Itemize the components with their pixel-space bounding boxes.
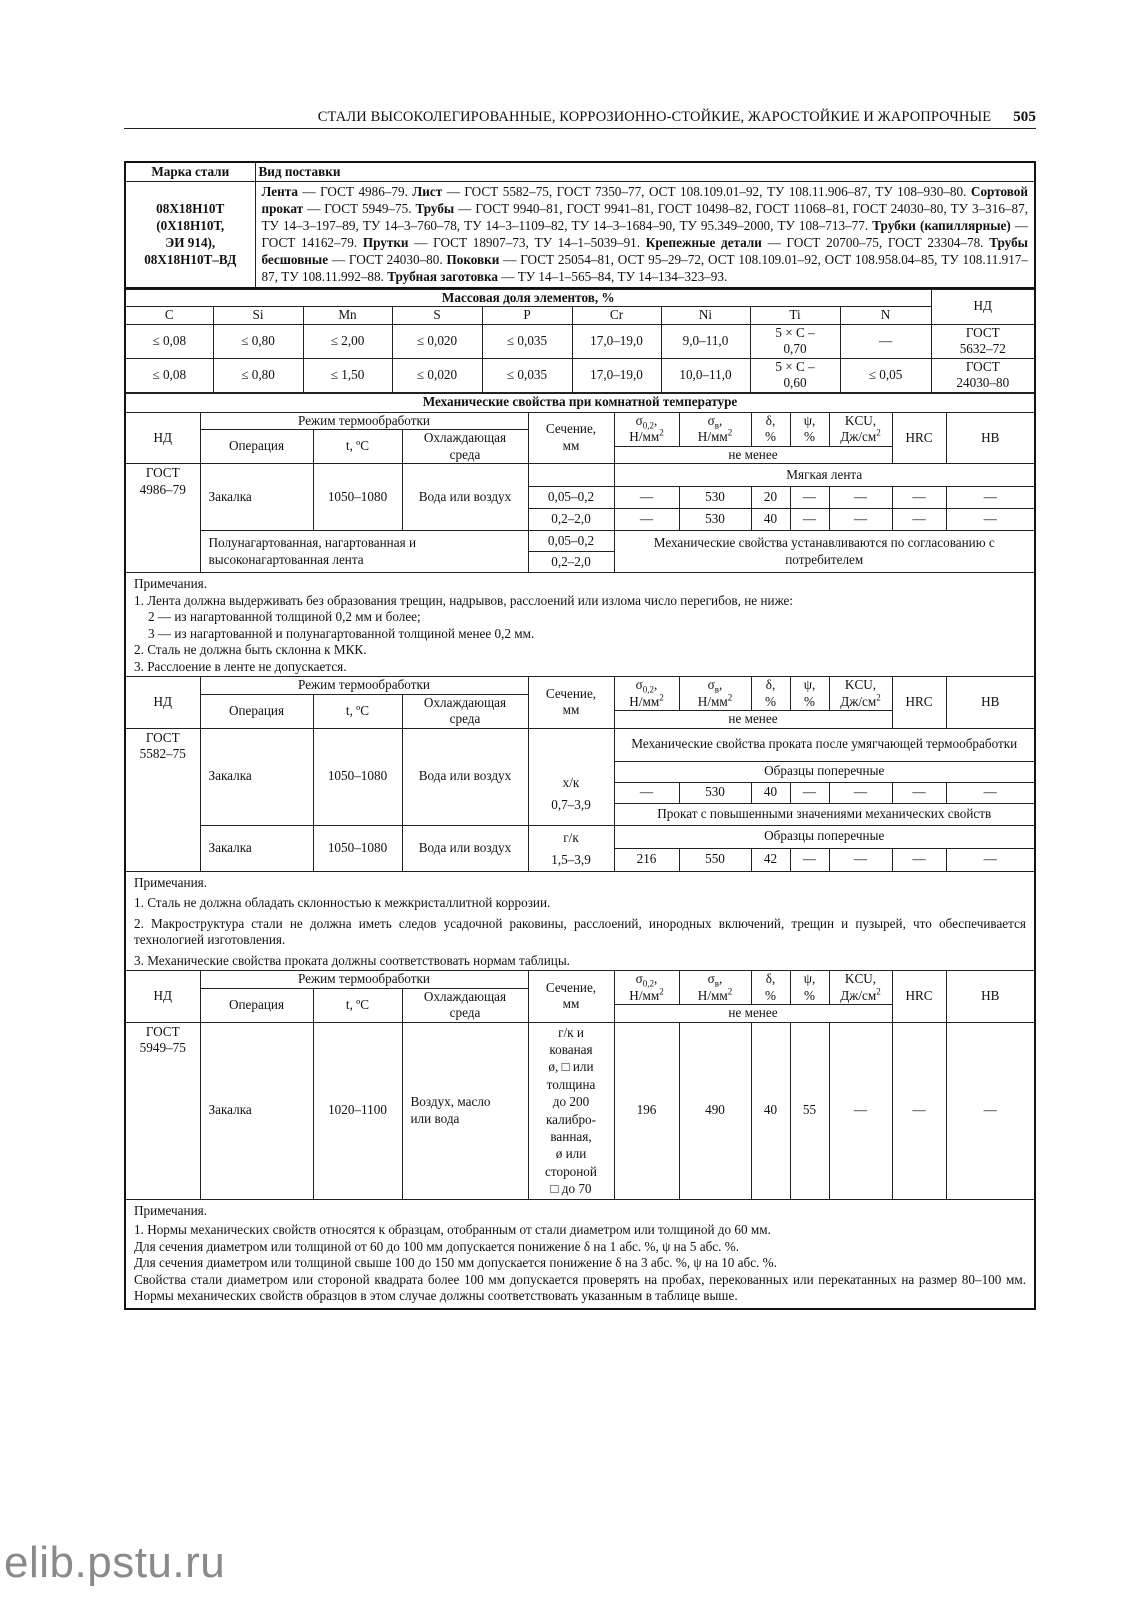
delta-header bbox=[751, 412, 790, 446]
standards-text: — ГОСТ 18907–73, ТУ 14–1–5039–91. bbox=[408, 234, 646, 250]
product-name: Трубная заготовка bbox=[387, 268, 498, 284]
cell: — bbox=[790, 509, 829, 531]
col-ni: Ni bbox=[661, 307, 750, 325]
supply-label: Вид поставки bbox=[255, 162, 1035, 181]
block1-row bbox=[125, 531, 1035, 552]
operation-header: Операция bbox=[200, 988, 313, 1022]
kcu-header bbox=[829, 412, 892, 446]
cell: 550 bbox=[679, 848, 751, 871]
treatment-mode-header: Режим термообработки bbox=[200, 412, 528, 430]
section-line: мм bbox=[562, 702, 580, 718]
nd-line: ГОСТ bbox=[965, 358, 1000, 374]
cell: — bbox=[790, 782, 829, 803]
product-name: Сортовой прокат bbox=[261, 183, 1028, 216]
comma: , bbox=[654, 412, 658, 428]
coolant-line: Охлаждающая bbox=[423, 694, 507, 710]
nd-line: ГОСТ bbox=[145, 1023, 180, 1039]
comma: , bbox=[719, 412, 723, 428]
section-line: ванная, bbox=[550, 1128, 592, 1144]
coolant-line: Охлаждающая bbox=[423, 430, 507, 445]
delta: δ, bbox=[765, 971, 776, 986]
section-line: Сечение, bbox=[545, 979, 597, 995]
cell-nd bbox=[931, 358, 1035, 392]
temp-header: t, ºC bbox=[313, 430, 402, 464]
note-line: Примечания. bbox=[134, 1202, 208, 1218]
ti-line: 5 × C – bbox=[775, 358, 815, 374]
note-line: 1. Нормы механических свойств относятся к образцам, отобранным от стали диаметром или толщиной до 60 мм. bbox=[134, 1222, 771, 1238]
nd-cell bbox=[125, 728, 200, 871]
coolant-cell: Вода или воздух bbox=[402, 464, 528, 531]
delta: δ, bbox=[765, 412, 776, 428]
section-line: 1,5–3,9 bbox=[551, 851, 591, 867]
nd-line: 5582–75 bbox=[139, 746, 186, 761]
coolant-line: среда bbox=[449, 1005, 481, 1020]
transverse-samples-label: Образцы поперечные bbox=[614, 825, 1035, 848]
composition-row bbox=[125, 358, 1035, 392]
unit: % bbox=[765, 429, 776, 444]
sub: 0,2 bbox=[642, 420, 655, 431]
sup: 2 bbox=[659, 692, 664, 703]
operation-cell: Закалка bbox=[200, 464, 313, 531]
coolant-cell: Вода или воздух bbox=[402, 728, 528, 825]
cell: — bbox=[614, 509, 679, 531]
block1-notes-row bbox=[125, 573, 1035, 677]
block3-row bbox=[125, 1022, 1035, 1199]
coolant-line: или вода bbox=[410, 1110, 460, 1126]
section-cell bbox=[528, 825, 614, 871]
section-line: ø, □ или bbox=[548, 1059, 594, 1075]
cell: — bbox=[829, 782, 892, 803]
nd-line: 5949–75 bbox=[139, 1040, 186, 1055]
cell: ≤ 0,80 bbox=[213, 358, 303, 392]
cell: 42 bbox=[751, 848, 790, 871]
operation-header: Операция bbox=[200, 430, 313, 464]
section-line: г/к bbox=[563, 829, 579, 845]
note-line: Свойства стали диаметром или стороной квадрата более 100 мм допускается проверять на пробах, перекованных или перекатанных на размер 80–100 мм. Нормы механических свойств образцов в этом случае должны соответствовать указанным в таблице выше. bbox=[134, 1271, 1026, 1304]
coolant-cell: Вода или воздух bbox=[402, 825, 528, 871]
cell: 40 bbox=[751, 509, 790, 531]
s02-header bbox=[614, 412, 679, 446]
sup: 2 bbox=[876, 986, 881, 997]
block2-notes bbox=[125, 871, 1035, 971]
kcu: KCU, bbox=[844, 677, 877, 692]
product-name: Трубки (капиллярные) bbox=[872, 217, 1011, 233]
kcu: KCU, bbox=[844, 412, 877, 428]
cell: — bbox=[840, 324, 931, 358]
mech-header bbox=[125, 677, 1035, 695]
cell: ≤ 1,50 bbox=[303, 358, 392, 392]
operation-header: Операция bbox=[200, 694, 313, 728]
nd-line: 24030–80 bbox=[956, 375, 1010, 390]
unit: % bbox=[804, 429, 815, 444]
cell: — bbox=[614, 487, 679, 509]
section-line: Сечение, bbox=[545, 685, 597, 701]
coolant-header bbox=[402, 430, 528, 464]
hb-header: HB bbox=[946, 971, 1035, 1023]
cell: — bbox=[946, 1022, 1035, 1199]
min-label: не менее bbox=[614, 711, 892, 729]
cell: 196 bbox=[614, 1022, 679, 1199]
unit: % bbox=[804, 693, 815, 709]
temp-cell: 1050–1080 bbox=[313, 464, 402, 531]
section-cell bbox=[528, 464, 614, 487]
cell: — bbox=[946, 487, 1035, 509]
sv-header bbox=[679, 677, 751, 711]
sub: в bbox=[714, 684, 720, 695]
block2-row bbox=[125, 825, 1035, 848]
page-header bbox=[124, 109, 1036, 129]
col-ti: Ti bbox=[750, 307, 840, 325]
psi-header bbox=[790, 412, 829, 446]
hrc-header: HRC bbox=[892, 971, 946, 1023]
soft-tape-label: Мягкая лента bbox=[614, 464, 1035, 487]
cell-nd bbox=[931, 324, 1035, 358]
col-cr: Cr bbox=[572, 307, 661, 325]
cell: 9,0–11,0 bbox=[661, 324, 750, 358]
unit: Дж/см bbox=[840, 987, 877, 1003]
sub: 0,2 bbox=[642, 978, 655, 989]
unit: % bbox=[804, 987, 815, 1003]
col-p: P bbox=[482, 307, 572, 325]
sigma: σ bbox=[635, 677, 643, 692]
grade-name: 08Х18Н10Т bbox=[156, 201, 225, 216]
note-line: Примечания. bbox=[134, 576, 208, 591]
coolant-line: Воздух, масло bbox=[410, 1094, 491, 1110]
delta-header bbox=[751, 677, 790, 711]
section-line: г/к и bbox=[558, 1024, 584, 1040]
nd-line: ГОСТ bbox=[145, 729, 180, 745]
min-label: не менее bbox=[614, 446, 892, 464]
section-cell: 0,05–0,2 bbox=[528, 487, 614, 509]
unit: Н/мм bbox=[697, 987, 728, 1003]
cell: — bbox=[892, 848, 946, 871]
operation-cell: Закалка bbox=[200, 728, 313, 825]
section-line: стороной bbox=[545, 1163, 597, 1179]
psi: ψ, bbox=[803, 677, 816, 692]
psi-header bbox=[790, 677, 829, 711]
cell: ≤ 0,035 bbox=[482, 324, 572, 358]
unit: Н/мм bbox=[629, 429, 660, 444]
cell: 20 bbox=[751, 487, 790, 509]
note-line: 1. Лента должна выдерживать без образования трещин, надрывов, расслоений или излома число перегибов, не ниже: bbox=[134, 592, 794, 608]
col-c: C bbox=[125, 307, 213, 325]
cell: 530 bbox=[679, 782, 751, 803]
hb-header: HB bbox=[946, 412, 1035, 464]
grade-name: 08Х18Н10Т–ВД bbox=[144, 252, 237, 267]
standards-text: — ГОСТ 4986–79. bbox=[297, 183, 413, 199]
cell: ≤ 0,020 bbox=[392, 324, 482, 358]
block1-notes bbox=[125, 573, 1035, 677]
composition-table bbox=[124, 289, 1036, 393]
cell: — bbox=[946, 509, 1035, 531]
cell: ≤ 2,00 bbox=[303, 324, 392, 358]
cell: 530 bbox=[679, 487, 751, 509]
mech-title: Механические свойства при комнатной температуре bbox=[125, 393, 1035, 412]
psi-header bbox=[790, 971, 829, 1005]
unit: Дж/см bbox=[840, 429, 877, 444]
standards-text: — ГОСТ 20700–75, ГОСТ 23304–78. bbox=[761, 234, 990, 250]
composition-row bbox=[125, 324, 1035, 358]
steel-sheet bbox=[124, 161, 1036, 1310]
sub: 0,2 bbox=[642, 684, 655, 695]
note-line: 3. Механические свойства проката должны соответствовать нормам таблицы. bbox=[134, 952, 570, 968]
block2-row bbox=[125, 728, 1035, 761]
kcu-header bbox=[829, 971, 892, 1005]
section-header bbox=[528, 677, 614, 729]
comma: , bbox=[719, 971, 723, 986]
sigma: σ bbox=[707, 971, 715, 986]
cell: — bbox=[892, 782, 946, 803]
hrc-header: HRC bbox=[892, 412, 946, 464]
standards-text: — ГОСТ 14162–79. bbox=[261, 217, 1029, 250]
grade-name: (0Х18Н10Т, bbox=[156, 218, 225, 233]
sigma: σ bbox=[707, 412, 715, 428]
note-line: Для сечения диаметром или толщиной от 60 до 100 мм допускается понижение δ на 1 абс. %, ψ на 5 абс. %. bbox=[134, 1238, 740, 1254]
cell: 17,0–19,0 bbox=[572, 324, 661, 358]
cell: — bbox=[829, 487, 892, 509]
cell-ti bbox=[750, 324, 840, 358]
section-line: ø или bbox=[555, 1146, 587, 1162]
ti-line: 0,60 bbox=[783, 375, 807, 390]
cell: 10,0–11,0 bbox=[661, 358, 750, 392]
sigma: σ bbox=[635, 412, 643, 428]
temp-header: t, ºC bbox=[313, 694, 402, 728]
product-name: Прутки bbox=[362, 234, 409, 250]
section-line: х/к bbox=[562, 774, 580, 790]
cell: 490 bbox=[679, 1022, 751, 1199]
sup: 2 bbox=[727, 427, 733, 438]
unit: Н/мм bbox=[629, 987, 660, 1003]
nd-line: ГОСТ bbox=[965, 324, 1000, 340]
sub: в bbox=[714, 420, 720, 431]
sigma: σ bbox=[635, 971, 643, 986]
min-label: не менее bbox=[614, 1005, 892, 1023]
grade-label: Марка стали bbox=[125, 162, 255, 181]
delta-header bbox=[751, 971, 790, 1005]
grade-table bbox=[124, 161, 1036, 289]
mechanical-table bbox=[124, 393, 1036, 1310]
nd-line: 4986–79 bbox=[139, 481, 186, 497]
section-line: Сечение, bbox=[545, 421, 597, 437]
cell: 216 bbox=[614, 848, 679, 871]
cell: 530 bbox=[679, 509, 751, 531]
unit: Н/мм bbox=[697, 693, 728, 709]
treatment-mode-header: Режим термообработки bbox=[200, 971, 528, 989]
kcu: KCU, bbox=[844, 971, 877, 986]
sub: в bbox=[714, 978, 720, 989]
mech-header bbox=[125, 971, 1035, 989]
mech-header bbox=[125, 412, 1035, 430]
coolant-header bbox=[402, 988, 528, 1022]
section-cell: 0,05–0,2 bbox=[528, 531, 614, 552]
grade-names bbox=[125, 181, 255, 288]
cell: ≤ 0,05 bbox=[840, 358, 931, 392]
block3-notes-row bbox=[125, 1199, 1035, 1309]
cell: — bbox=[892, 487, 946, 509]
note-line: Примечания. bbox=[134, 874, 208, 890]
coolant-line: среда bbox=[449, 446, 481, 462]
hard-tape-label: Полунагартованная, нагартованная и высоконагартованная лента bbox=[200, 531, 528, 573]
note-line: Для сечения диаметром или толщиной свыше 100 до 150 мм допускается понижение δ на 3 абс. %, ψ на 10 абс. %. bbox=[134, 1255, 777, 1271]
standards-text: — ГОСТ 5582–75, ГОСТ 7350–77, ОСТ 108.109.01–92, ТУ 108.11.906–87, ТУ 108–930–80. bbox=[442, 183, 971, 199]
section-cell: 0,2–2,0 bbox=[528, 552, 614, 573]
cell: 40 bbox=[751, 1022, 790, 1199]
coolant-line: Охлаждающая bbox=[423, 988, 507, 1004]
coolant-header bbox=[402, 694, 528, 728]
section-cell bbox=[528, 1022, 614, 1199]
cell: ≤ 0,08 bbox=[125, 324, 213, 358]
cell: — bbox=[790, 487, 829, 509]
transverse-samples-label: Образцы поперечные bbox=[614, 761, 1035, 782]
cell: ≤ 0,035 bbox=[482, 358, 572, 392]
nd-line: 5632–72 bbox=[959, 341, 1006, 356]
sv-header bbox=[679, 971, 751, 1005]
nd-line: ГОСТ bbox=[145, 465, 180, 480]
cell: ≤ 0,020 bbox=[392, 358, 482, 392]
section-line: 0,7–3,9 bbox=[551, 796, 591, 812]
product-name: Крепежные детали bbox=[645, 234, 762, 250]
section-line: толщина bbox=[546, 1076, 596, 1092]
nd-cell bbox=[125, 464, 200, 573]
comma: , bbox=[654, 971, 658, 986]
cell: 17,0–19,0 bbox=[572, 358, 661, 392]
cell: 40 bbox=[751, 782, 790, 803]
operation-cell: Закалка bbox=[200, 825, 313, 871]
cell-ti bbox=[750, 358, 840, 392]
product-name: Лента bbox=[261, 183, 298, 199]
operation-cell: Закалка bbox=[200, 1022, 313, 1199]
section-line: □ до 70 bbox=[550, 1181, 592, 1197]
section-cell: 0,2–2,0 bbox=[528, 509, 614, 531]
col-n: N bbox=[840, 307, 931, 325]
sup: 2 bbox=[876, 427, 881, 438]
product-name: Лист bbox=[412, 183, 443, 199]
note-line: 1. Сталь не должна обладать склонностью к межкристаллитной коррозии. bbox=[134, 895, 551, 910]
after-softening-label: Механические свойства проката после умягчающей термообработки bbox=[614, 728, 1035, 761]
section-line: калибро- bbox=[545, 1111, 597, 1127]
ti-line: 5 × C – bbox=[775, 324, 815, 340]
cell: — bbox=[829, 848, 892, 871]
agreement-note: Механические свойства устанавливаются по согласованию с потребителем bbox=[614, 531, 1035, 573]
s02-header bbox=[614, 971, 679, 1005]
note-line: 2 — из нагартованной толщиной 0,2 мм и более; bbox=[148, 609, 421, 624]
temp-cell: 1050–1080 bbox=[313, 825, 402, 871]
section-line: мм bbox=[562, 996, 580, 1012]
hrc-header: HRC bbox=[892, 677, 946, 729]
comma: , bbox=[654, 677, 658, 692]
product-name: Трубы бесшовные bbox=[261, 234, 1028, 267]
note-line: 3. Расслоение в ленте не допускается. bbox=[134, 658, 347, 674]
standards-text: — ГОСТ 24030–80. bbox=[328, 251, 447, 267]
nd-col-header: НД bbox=[125, 971, 200, 1023]
temp-cell: 1020–1100 bbox=[313, 1022, 402, 1199]
block1-row bbox=[125, 464, 1035, 487]
block3-notes bbox=[125, 1199, 1035, 1309]
s02-header bbox=[614, 677, 679, 711]
psi: ψ, bbox=[803, 971, 816, 986]
watermark: elib.pstu.ru bbox=[4, 1538, 226, 1587]
coolant-line: среда bbox=[449, 711, 481, 726]
note-line: 2. Макроструктура стали не должна иметь следов усадочной раковины, расслоений, инородных включений, трещин и пузырей, что обеспечивается технологией изготовления. bbox=[134, 915, 1026, 947]
sup: 2 bbox=[659, 986, 664, 997]
cell: — bbox=[946, 848, 1035, 871]
nd-header: НД bbox=[931, 289, 1035, 324]
standards-text: — ГОСТ 25054–81, ОСТ 95–29–72, ОСТ 108.109.01–92, ОСТ 108.958.04–85, ТУ 108.11.917–87, ТУ 108.11.992–88. bbox=[261, 251, 1028, 284]
delta: δ, bbox=[765, 677, 776, 692]
unit: % bbox=[765, 987, 776, 1003]
col-s: S bbox=[392, 307, 482, 325]
nd-col-header: НД bbox=[125, 412, 200, 464]
cell: — bbox=[946, 782, 1035, 803]
section-header bbox=[528, 412, 614, 464]
cell: 55 bbox=[790, 1022, 829, 1199]
sup: 2 bbox=[659, 427, 664, 438]
cell: — bbox=[829, 1022, 892, 1199]
section-line: кованая bbox=[549, 1041, 593, 1057]
temp-cell: 1050–1080 bbox=[313, 728, 402, 825]
unit: % bbox=[765, 693, 776, 709]
sup: 2 bbox=[876, 692, 881, 703]
cell: — bbox=[892, 509, 946, 531]
col-mn: Mn bbox=[303, 307, 392, 325]
hb-header: HB bbox=[946, 677, 1035, 729]
running-title: СТАЛИ ВЫСОКОЛЕГИРОВАННЫЕ, КОРРОЗИОННО-СТОЙКИЕ, ЖАРОСТОЙКИЕ И ЖАРОПРОЧНЫЕ bbox=[317, 109, 992, 125]
section-header bbox=[528, 971, 614, 1023]
cell: — bbox=[892, 1022, 946, 1199]
sup: 2 bbox=[727, 692, 733, 703]
col-si: Si bbox=[213, 307, 303, 325]
sigma: σ bbox=[707, 677, 715, 692]
standards-text: — ТУ 14–1–565–84, ТУ 14–134–323–93. bbox=[497, 268, 728, 284]
product-name: Поковки bbox=[446, 251, 500, 267]
note-line: 2. Сталь не должна быть склонна к МКК. bbox=[134, 642, 367, 657]
supply-text bbox=[255, 181, 1035, 288]
nd-cell bbox=[125, 1022, 200, 1199]
section-line: до 200 bbox=[552, 1094, 590, 1110]
unit: Дж/см bbox=[840, 693, 877, 709]
unit: Н/мм bbox=[697, 429, 728, 444]
psi: ψ, bbox=[803, 412, 816, 428]
page-number: 505 bbox=[1013, 109, 1036, 125]
nd-col-header: НД bbox=[125, 677, 200, 729]
cell: — bbox=[790, 848, 829, 871]
cell: — bbox=[614, 782, 679, 803]
cell: ≤ 0,80 bbox=[213, 324, 303, 358]
sv-header bbox=[679, 412, 751, 446]
cell: ≤ 0,08 bbox=[125, 358, 213, 392]
temp-header: t, ºC bbox=[313, 988, 402, 1022]
grade-name: ЭИ 914), bbox=[165, 235, 216, 250]
section-cell bbox=[528, 728, 614, 825]
sup: 2 bbox=[727, 986, 733, 997]
section-line: мм bbox=[562, 437, 580, 453]
higher-props-label: Прокат с повышенными значениями механических свойств bbox=[614, 803, 1035, 825]
standards-text: — ГОСТ 5949–75. bbox=[303, 200, 416, 216]
treatment-mode-header: Режим термообработки bbox=[200, 677, 528, 695]
ti-line: 0,70 bbox=[783, 341, 807, 356]
cell: — bbox=[829, 509, 892, 531]
kcu-header bbox=[829, 677, 892, 711]
comma: , bbox=[719, 677, 723, 692]
coolant-cell bbox=[402, 1022, 528, 1199]
note-line: 3 — из нагартованной и полунагартованной толщиной менее 0,2 мм. bbox=[148, 625, 535, 641]
block2-notes-row bbox=[125, 871, 1035, 971]
composition-title: Массовая доля элементов, % bbox=[125, 289, 931, 307]
standards-text: — ГОСТ 9940–81, ГОСТ 9941–81, ГОСТ 10498–82, ГОСТ 11068–81, ГОСТ 24030–80, ТУ 3–316–87, ТУ 14–3–197–89, ТУ 14–3–760–78, ТУ 14–3–1109–82, ТУ 14–3–1684–90, ТУ 95.349–2000, ТУ 108–713–77. bbox=[261, 200, 1028, 233]
unit: Н/мм bbox=[629, 693, 660, 709]
product-name: Трубы bbox=[415, 200, 455, 216]
